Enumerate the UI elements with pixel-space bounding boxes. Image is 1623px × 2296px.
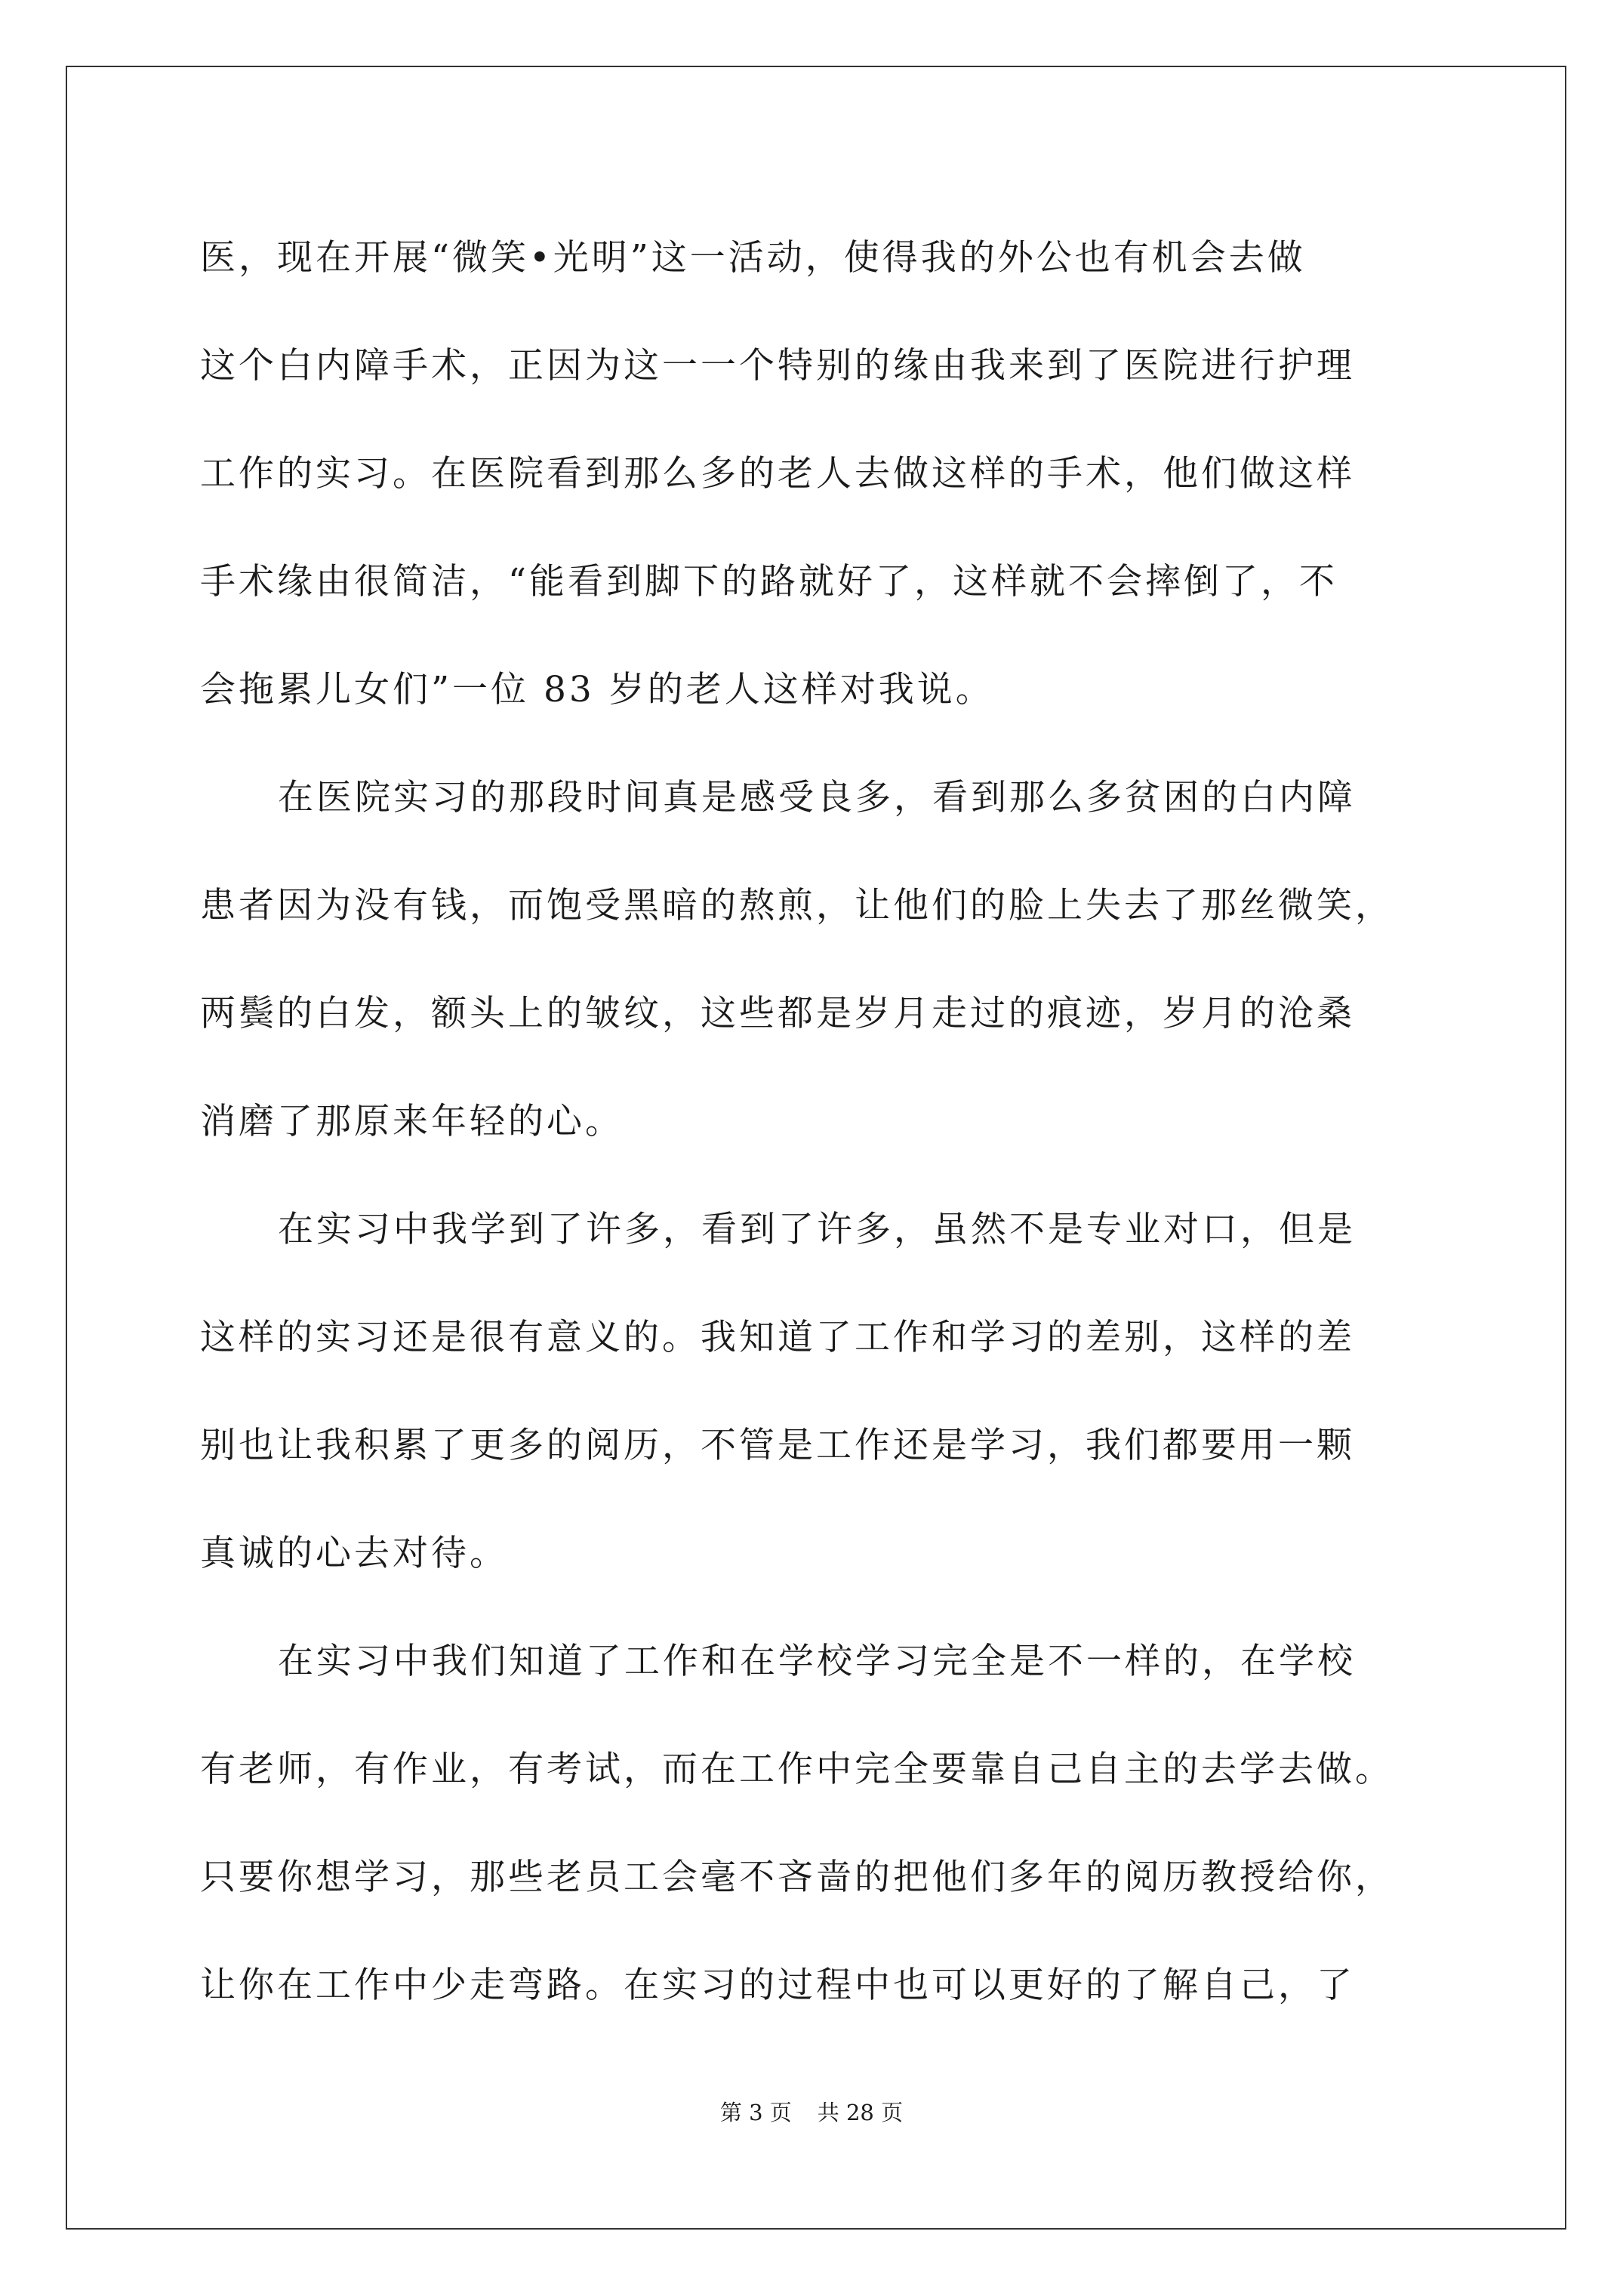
text-line: 医，现在开展“微笑•光明”这一活动，使得我的外公也有机会去做 — [200, 237, 1306, 279]
text-line: 这个白内障手术，正因为这一一个特别的缘由我来到了医院进行护理 — [200, 345, 1355, 387]
paragraph-first-line: 在医院实习的那段时间真是感受良多，看到那么多贫困的白内障 — [278, 777, 1356, 818]
paragraph-first-line: 在实习中我们知道了工作和在学校学习完全是不一样的，在学校 — [278, 1641, 1356, 1682]
text-line: 真诚的心去对待。 — [200, 1533, 508, 1574]
text-line: 手术缘由很简洁，“能看到脚下的路就好了，这样就不会摔倒了，不 — [200, 561, 1338, 603]
text-line: 别也让我积累了更多的阅历，不管是工作还是学习，我们都要用一颗 — [200, 1425, 1355, 1466]
text-line: 有老师，有作业，有考试，而在工作中完全要靠自己自主的去学去做。 — [200, 1749, 1394, 1790]
text-line: 两鬓的白发，额头上的皱纹，这些都是岁月走过的痕迹，岁月的沧桑 — [200, 993, 1355, 1034]
document-body — [200, 204, 1431, 2039]
text-line: 消磨了那原来年轻的心。 — [200, 1101, 624, 1142]
text-line: 患者因为没有钱，而饱受黑暗的熬煎，让他们的脸上失去了那丝微笑， — [200, 885, 1394, 926]
page-total: 共 28 页 — [817, 2100, 904, 2125]
page-number: 第 3 页 — [719, 2100, 792, 2125]
text-line: 这样的实习还是很有意义的。我知道了工作和学习的差别，这样的差 — [200, 1317, 1355, 1358]
page-footer — [0, 2096, 1623, 2127]
text-line: 工作的实习。在医院看到那么多的老人去做这样的手术，他们做这样 — [200, 453, 1355, 495]
text-line: 会拖累儿女们”一位 83 岁的老人这样对我说。 — [200, 669, 994, 710]
paragraph-first-line: 在实习中我学到了许多，看到了许多，虽然不是专业对口，但是 — [278, 1209, 1356, 1250]
text-line: 让你在工作中少走弯路。在实习的过程中也可以更好的了解自己，了 — [200, 1965, 1355, 2006]
text-line: 只要你想学习，那些老员工会毫不吝啬的把他们多年的阅历教授给你， — [200, 1857, 1394, 1898]
